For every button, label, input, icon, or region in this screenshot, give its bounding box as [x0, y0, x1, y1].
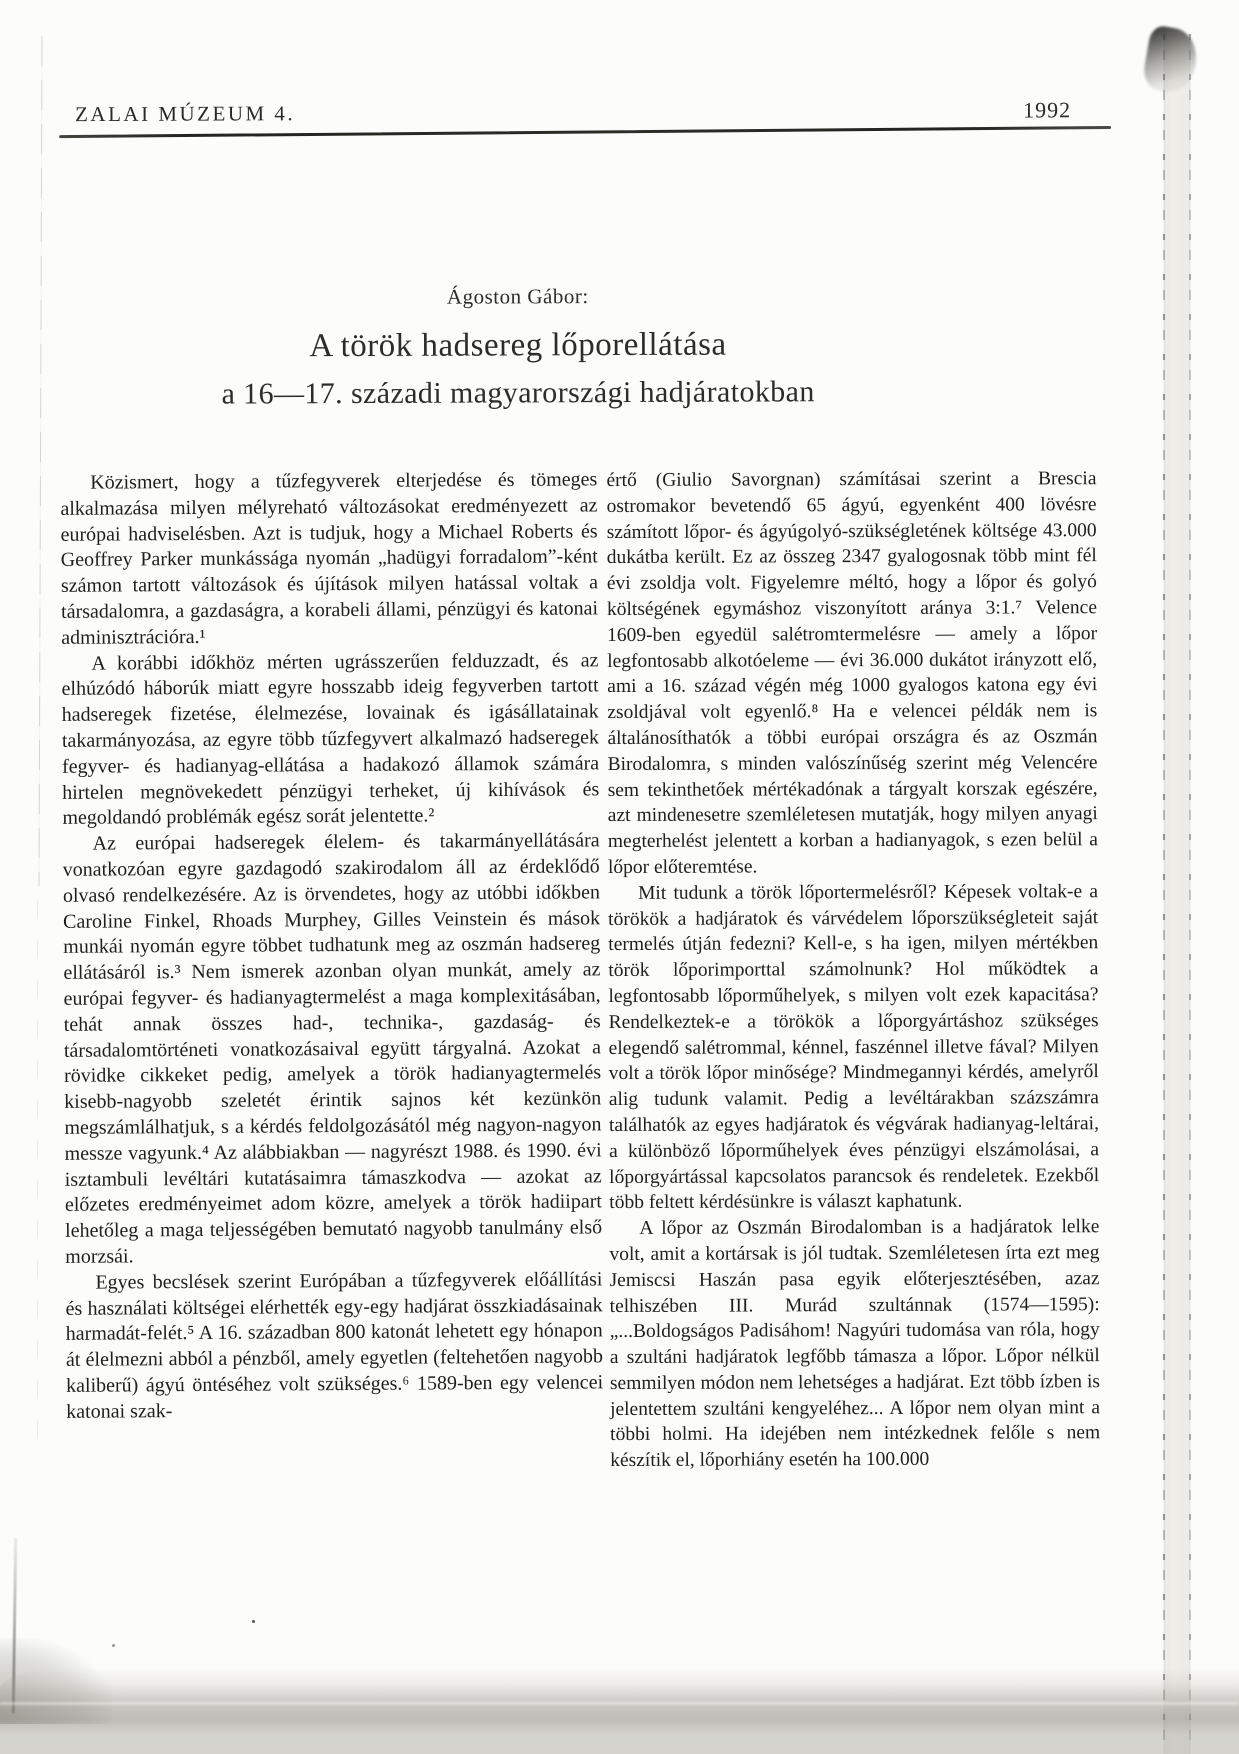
body-paragraph: Egyes becslések szerint Európában a tűzfegyverek előállítási és használati költségei elérhették egy-egy hadjárat összkiadásainak harmadát-felét.⁵ A 16. században 800 katonát lehetett egy hónapon át élelmezni abból a pénzből, amely egyetlen (feltehetően nagyobb kaliberű) ágyú öntéséhez volt szükséges.⁶ 1589-ben egy velencei katonai szak-	[65, 1268, 604, 1423]
body-paragraph: Az európai hadseregek élelem- és takarmányellátására vonatkozóan egyre gazdagodó szakirodalom áll az érdeklődő olvasó rendelkezésére. Az is örvendetes, hogy az utóbbi időkben Caroline Finkel, Rhoads Murphey, Gilles Veinstein és mások munkái nyomán egyre többet tudhatunk meg az oszmán hadsereg ellátásáról is.³ Nem ismerek azonban olyan munkát, amely az európai fegyver- és hadianyagtermelést a maga komplexitásában, tehát annak összes had-, technika-, gazdaság- és társadalomtörténeti vonatkozásaival együtt tárgyalná. Azokat a rövidke cikkeket pedig, amelyek a török hadianyagtermelés kisebb-nagyobb szeletét érintik sajnos két kezünkön megszámlálhatjuk, s a kérdés feldolgozásától még nagyon-nagyon messze vagyunk.⁴ Az alábbiakban — nagyrészt 1988. és 1990. évi isztambuli levéltári kutatásaimra támaszkodva — azokat az előzetes eredményeimet adom közre, amelyek a török hadiipart lehetőleg a maga teljességében bemutató nagyobb tanulmány első morzsái.	[62, 829, 603, 1268]
article-author: Ágoston Gábor:	[446, 284, 589, 309]
scan-page-edge-strip	[1164, 34, 1190, 1754]
article-subtitle: a 16—17. századi magyarországi hadjáratokban	[221, 375, 815, 411]
title-block	[0, 282, 1038, 412]
scan-left-margin-line	[37, 900, 38, 1460]
journal-title: ZALAI MÚZEUM 4.	[75, 101, 296, 127]
scan-bottom-shadow	[0, 1668, 1239, 1754]
header-rule	[59, 126, 1111, 138]
left-column	[60, 467, 603, 1425]
article-title: A török hadsereg lőporellátása	[309, 326, 727, 365]
body-paragraph: A lőpor az Oszmán Birodalomban is a hadjáratok lelke volt, amit a kortársak is jól tudtak. Szemléletesen írta ezt meg Jemiscsi Haszán pasa egyik előterjesztésében, azaz telhiszében III. Murád szultánnak (1574—1595): „...Boldogságos Padisáhom! Nagyúri tudomása van róla, hogy a szultáni hadjáratok legfőbb támasza a lőpor. Lőpor nélkül semmilyen módon nem lehetséges a hadjárat. Ezt több ízben is jelentettem szultáni kengyeléhez... A lőpor nem olyan mint a többi holmi. Ha idejében nem intézkednek felőle s nem készítik el, lőporhiány esetén ha 100.000	[609, 1216, 1101, 1472]
body-paragraph: értő (Giulio Savorgnan) számításai szerint a Brescia ostromakor bevetendő 65 ágyú, egyenként 400 lövésre számított lőpor- és ágyúgolyó-szükségletének költsége 43.000 dukátba került. Ez az összeg 2347 gyalogosnak több mint fél évi zsoldja volt. Figyelemre méltó, hogy a lőpor és golyó költségének egymáshoz viszonyított aránya 3:1.⁷ Velence 1609-ben egyedül salétromtermelésre — amely a lőpor legfontosabb alkotóeleme — évi 36.000 dukátot irányzott elő, ami a 16. század végén még 1000 gyalogos katona egy évi zsoldjával volt egyenlő.⁸ Ha e velencei példák nem is általánosíthatók a többi európai országra és az Oszmán Birodalomra, s minden valószínűség szerint még Velencére sem tekinthetőek mértékadónak a tárgyalt korszak egészére, azt mindenesetre szemléletesen mutatják, hogy milyen anyagi megterhelést jelentett a korban a hadianyagok, s ezen belül a lőpor előteremtése.	[606, 468, 1098, 878]
scan-edge-dashed-line	[1163, 34, 1165, 1754]
scan-bottom-shadow-highlight	[0, 1702, 1239, 1705]
body-paragraph: Mit tudunk a török lőportermelésről? Képesek voltak-e a törökök a hadjáratok és várvédelem lőporszükségleteit saját termelés útján fedezni? Kell-e, s ha igen, milyen mértékben török lőporimporttal számolnunk? Hol működtek a legfontosabb lőporműhelyek, s milyen volt ezek kapacitása? Rendelkeztek-e a törökök a lőporgyártáshoz szükséges elegendő salétrommal, kénnel, faszénnel illetve fával? Milyen volt a török lőpor minősége? Mindmegannyi kérdés, amelyről alig tudunk valamit. Pedig a levéltárakban százszámra találhatók az egyes hadjáratok és végvárak hadianyag-leltárai, a különböző lőporműhelyek éves pénzügyi elszámolásai, a lőporgyártással kapcsolatos parancsok és rendeletek. Ezekből több feltett kérdésünkre is választ kaphatunk.	[608, 880, 1100, 1214]
year-label: 1992	[1023, 97, 1072, 123]
ink-speck	[252, 1620, 255, 1623]
body-paragraph: A korábbi időkhöz mérten ugrásszerűen felduzzadt, és az elhúzódó háborúk miatt egyre hosszabb ideig fegyverben tartott hadseregek fizetése, élelmezése, lovainak és igásállatainak takarmányozása, az egyre több tűzfegyvert alkalmazó hadseregek fegyver- és hadianyag-ellátása a hadakozó államok számára hirtelen megnövekedett pénzügyi terheket, új kihívások és megoldandó problémák egész sorát jelentette.²	[61, 648, 600, 830]
right-column	[606, 466, 1100, 1474]
scan-edge-dashed-line	[1189, 34, 1191, 1754]
body-paragraph: Közismert, hogy a tűzfegyverek elterjedése és tömeges alkalmazása milyen mélyreható változásokat eredményezett az európai hadviselésben. Azt is tudjuk, hogy a Michael Roberts és Geoffrey Parker munkássága nyomán „hadügyi forradalom”-ként számon tartott változások és újítások milyen hatással voltak a társadalomra, a gazdaságra, a korabeli állami, pénzügyi és katonai adminisztrációra.¹	[60, 468, 599, 649]
ink-speck	[112, 1644, 115, 1647]
